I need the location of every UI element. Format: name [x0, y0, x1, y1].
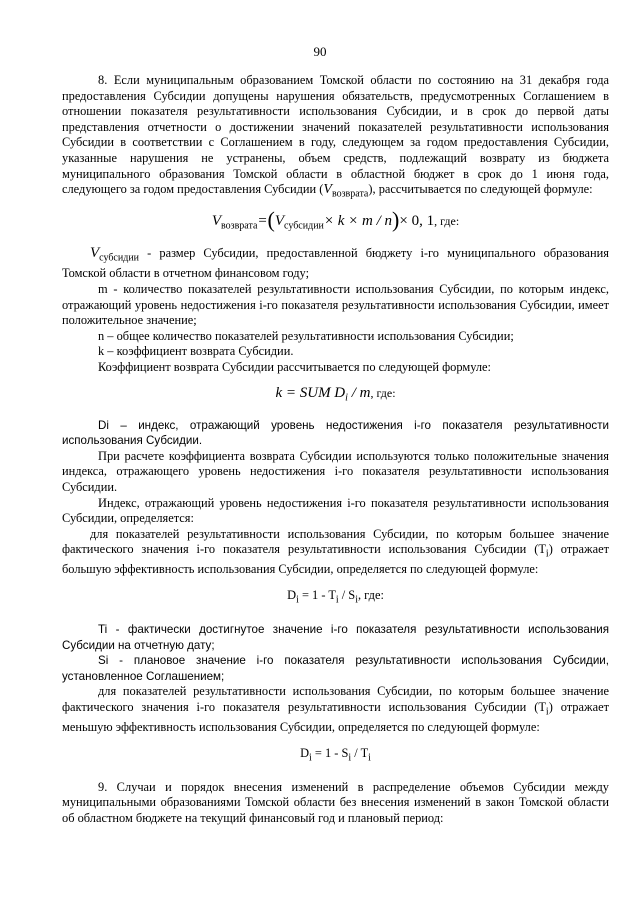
- eq3-sub3: i: [355, 594, 358, 606]
- eq3-sub1: i: [296, 594, 299, 606]
- formula-return-volume: [62, 207, 609, 234]
- formula2-gde: , где:: [370, 385, 396, 400]
- eq4-c: / T: [351, 745, 369, 760]
- formula1-v: V: [211, 213, 221, 230]
- definition-v-subsidy-text: - размер Субсидии, предоставленной бюджету i-го муниципального образования Томской области в отчетном финансовом году;: [62, 246, 609, 281]
- eq3-c: / S: [338, 587, 356, 602]
- greater-tail: ) отражает большую эффективность использования Субсидии, определяется по следующей формуле:: [62, 542, 609, 577]
- greater-text: для показателей результативности использования Субсидии, по которым большее значение фактического значения i-го показателя результативности использования Субсидии (T: [62, 526, 609, 557]
- document-body: [62, 73, 609, 827]
- definition-k: k – коэффициент возврата Субсидии.: [98, 344, 294, 359]
- v-return-subscript: возврата: [331, 188, 369, 200]
- eq3-b: = 1 - T: [298, 587, 336, 602]
- definition-si: Si - плановое значение i-го показателя результативности использования Субсидии, установленное Соглашением;: [62, 654, 609, 683]
- definition-m: m - количество показателей результативности использования Субсидии, по которым индекс, отражающий уровень недостижения i-го показателя результативности использования Субсидии, имеет положительное значение;: [62, 281, 609, 328]
- paragraph-8-text: 8. Если муниципальным образованием Томской области по состоянию на 31 декабря года предоставления Субсидии допущены нарушения обязательств, предусмотренных Соглашением в отношении показателя результативности использования Субсидии, и в срок до первой даты представления отчетности о достижении значений показателей результативности использования Субсидии в соответствии с Соглашением в году, следующем за годом предоставления Субсидии, указанные нарушения не устранены, объем средств, подлежащий возврату из бюджета муниципального образования Томской области в областной бюджет в срок до 1 июня года, следующего за годом предоставления Субсидии (: [62, 73, 609, 197]
- formula1-gde: , где:: [434, 214, 460, 229]
- paragraph-lesser-efficiency: [62, 684, 609, 735]
- eq3-a: D: [287, 587, 297, 602]
- lesser-text: для показателей результативности использования Субсидии, по которым большее значение фактического значения i-го показателя результативности использования Субсидии (T: [62, 684, 609, 714]
- formula1-rparen: ): [392, 207, 400, 233]
- v-subsidy-subscript: субсидии: [99, 252, 140, 264]
- page-number: 90: [313, 44, 327, 59]
- formula1-mid: × k × m / n: [323, 213, 393, 230]
- eq4-b: = 1 - S: [311, 745, 349, 760]
- k-formula-intro: Коэффициент возврата Субсидии рассчитывается по следующей формуле:: [98, 359, 492, 374]
- paragraph-8-tail: ), рассчитывается по следующей формуле:: [368, 182, 593, 197]
- formula2-sub: i: [345, 391, 348, 403]
- formula1-inner-sub: субсидии: [284, 220, 324, 232]
- formula-di-lesser: [62, 746, 609, 766]
- lesser-tail: ) отражает меньшую эффективность использования Субсидии, определяется по следующей формуле:: [62, 700, 609, 735]
- eq3-sub2: i: [335, 594, 339, 606]
- v-subsidy-symbol: V: [90, 245, 100, 262]
- formula2-main: k = SUM D: [275, 384, 346, 401]
- eq3-d: , где:: [357, 587, 384, 602]
- lesser-sub: i: [545, 706, 549, 718]
- formula1-lhs-sub: возврата: [220, 220, 258, 232]
- eq4-sub1: i: [309, 752, 312, 764]
- v-return-symbol: V: [323, 182, 332, 198]
- formula-di-greater: [62, 588, 609, 608]
- paragraph-index: Индекс, отражающий уровень недостижения i-го показателя результативности использования Субсидии, определяется:: [62, 495, 609, 526]
- definition-di: Di – индекс, отражающий уровень недостижения i-го показателя результативности использования Субсидии.: [62, 418, 609, 448]
- eq4-sub2: i: [348, 752, 352, 764]
- greater-sub: i: [545, 548, 549, 560]
- paragraph-9: 9. Случаи и порядок внесения изменений в распределение объемов Субсидии между муниципальными образованиями Томской области без внесения изменений в закон Томской области об областном бюджете на текущий финансовый год и плановый период:: [62, 779, 609, 825]
- paragraph-greater-efficiency: [62, 527, 609, 578]
- formula2-tail: / m: [347, 384, 371, 401]
- definition-n: n – общее количество показателей результативности использования Субсидии;: [98, 328, 514, 343]
- formula1-inner-v: V: [274, 213, 285, 230]
- paragraph-positive-values: При расчете коэффициента возврата Субсидии используются только положительные значения индекса, отражающего уровень недостижения i-го показателя результативности использования Субсидии.: [62, 448, 609, 494]
- formula-k: [62, 386, 609, 406]
- eq4-a: D: [300, 745, 310, 760]
- eq4-sub3: i: [368, 752, 371, 764]
- formula1-lparen: (: [267, 207, 275, 233]
- definition-v-subsidy: [62, 246, 609, 282]
- definition-ti: Ti - фактически достигнутое значение i-го показателя результативности использования Субсидии на отчетную дату;: [62, 623, 609, 652]
- formula1-eq: =: [257, 213, 268, 230]
- paragraph-8: [62, 73, 609, 202]
- formula1-tail: × 0, 1: [399, 213, 435, 230]
